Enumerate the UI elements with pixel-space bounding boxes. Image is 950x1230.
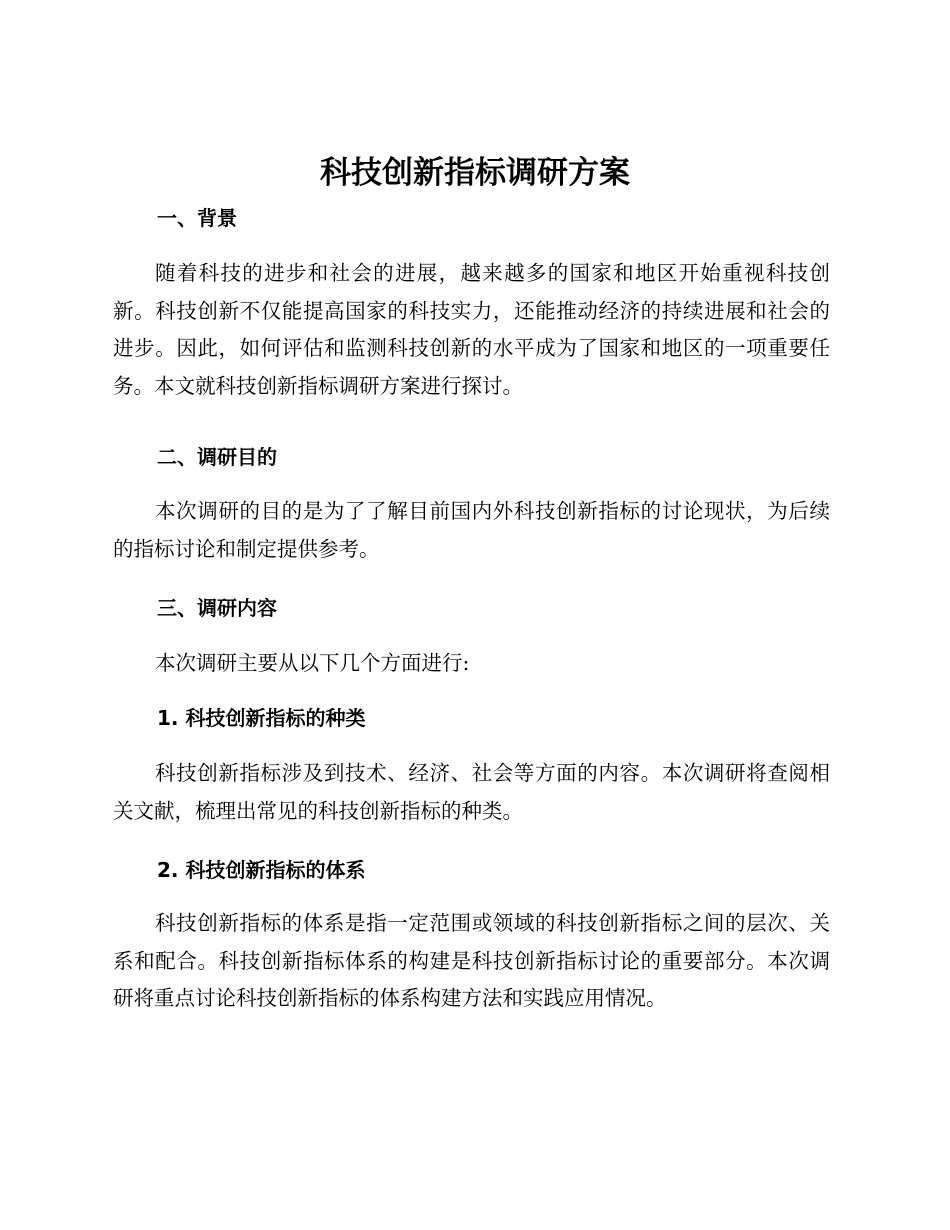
section-heading-background: 一、背景 bbox=[157, 206, 237, 230]
section-heading-content: 三、调研内容 bbox=[157, 596, 277, 620]
subsection-paragraph-types: 科技创新指标涉及到技术、经济、社会等方面的内容。本次调研将查阅相关文献，梳理出常见的科技创新指标的种类。 bbox=[113, 761, 830, 823]
section-paragraph-purpose: 本次调研的目的是为了了解目前国内外科技创新指标的讨论现状，为后续的指标讨论和制定提供参考。 bbox=[113, 499, 830, 561]
subsection-heading-types: 1. 科技创新指标的种类 bbox=[157, 706, 366, 730]
section-paragraph-background: 随着科技的进步和社会的进展，越来越多的国家和地区开始重视科技创新。科技创新不仅能提高国家的科技实力，还能推动经济的持续进展和社会的进步。因此，如何评估和监测科技创新的水平成为了国家和地区的一项重要任务。本文就科技创新指标调研方案进行探讨。 bbox=[113, 261, 830, 398]
document-title: 科技创新指标调研方案 bbox=[320, 155, 630, 191]
section-heading-purpose: 二、调研目的 bbox=[157, 445, 277, 469]
subsection-paragraph-system: 科技创新指标的体系是指一定范围或领域的科技创新指标之间的层次、关系和配合。科技创新指标体系的构建是科技创新指标讨论的重要部分。本次调研将重点讨论科技创新指标的体系构建方法和实践应用情况。 bbox=[113, 911, 830, 1010]
subsection-heading-system: 2. 科技创新指标的体系 bbox=[157, 858, 366, 882]
section-paragraph-content: 本次调研主要从以下几个方面进行: bbox=[155, 651, 470, 675]
